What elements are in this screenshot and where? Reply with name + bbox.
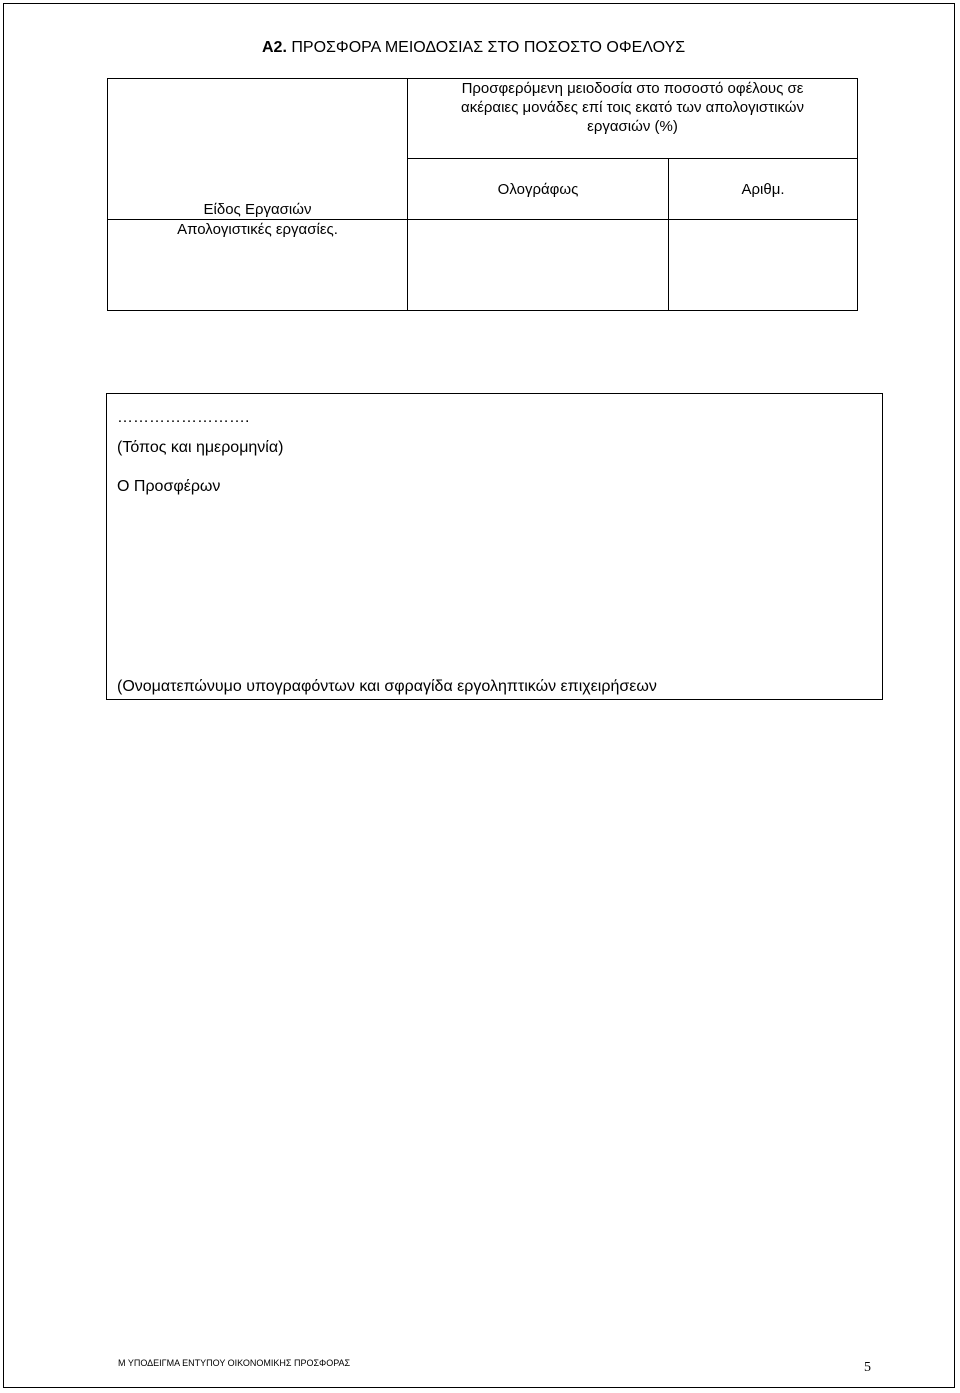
page-number: 5	[864, 1360, 871, 1375]
work-type-cell: Απολογιστικές εργασίες.	[108, 220, 408, 311]
offer-table	[107, 78, 858, 311]
signature-box	[106, 393, 883, 700]
section-number: Α2.	[262, 39, 287, 56]
bidder-label: Ο Προσφέρων	[117, 478, 221, 495]
offer-rate-header	[408, 79, 858, 159]
section-title: ΠΡΟΣΦΟΡΑ ΜΕΙΟΔΟΣΙΑΣ ΣΤΟ ΠΟΣΟΣΤΟ ΟΦΕΛΟΥΣ	[291, 39, 686, 56]
table-row	[108, 220, 858, 311]
page-title	[262, 39, 685, 57]
offer-rate-header-line: εργασιών (%)	[587, 118, 678, 135]
in-words-header: Ολογράφως	[408, 159, 669, 220]
offer-rate-header-line: Προσφερόμενη μειοδοσία στο ποσοστό οφέλους σε	[461, 80, 804, 97]
place-date-dots[interactable]: …………………….	[117, 409, 250, 426]
footer-label: Μ ΥΠΟΔΕΙΓΜΑ ΕΝΤΥΠΟΥ ΟΙΚΟΝΟΜΙΚΗΣ ΠΡΟΣΦΟΡΑΣ	[118, 1358, 351, 1368]
in-words-input-cell[interactable]	[408, 220, 669, 311]
place-date-label: (Τόπος και ημερομηνία)	[117, 439, 284, 456]
numeric-header: Αριθμ.	[669, 159, 858, 220]
offer-rate-header-line: ακέραιες μονάδες επί τοις εκατό των απολογιστικών	[461, 99, 804, 116]
signatories-label: (Ονοματεπώνυμο υπογραφόντων και σφραγίδα εργοληπτικών επιχειρήσεων	[117, 678, 657, 695]
numeric-input-cell[interactable]	[669, 220, 858, 311]
work-type-header: Είδος Εργασιών	[108, 79, 408, 220]
